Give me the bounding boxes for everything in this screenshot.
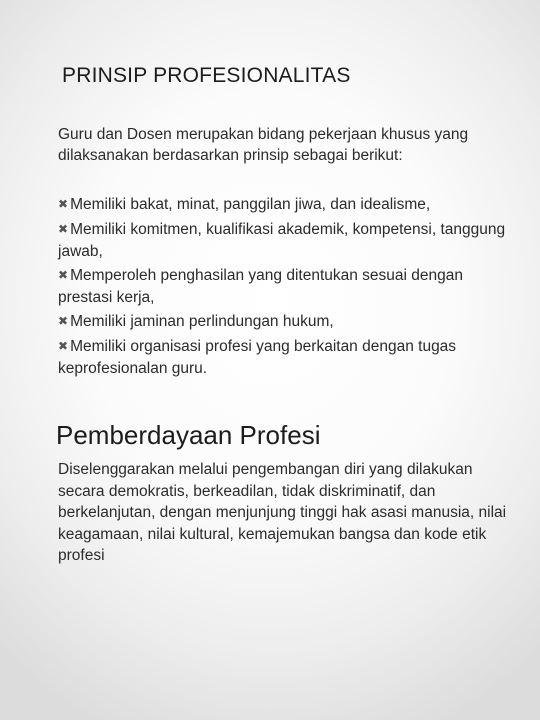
section-heading: Pemberdayaan Profesi — [56, 420, 321, 450]
list-item — [58, 194, 518, 216]
intro-paragraph: Guru dan Dosen merupakan bidang pekerjaan khusus yang dilaksanakan berdasarkan prinsip sebagai berikut: — [58, 126, 469, 164]
x-mark-icon: ✖ — [58, 268, 69, 282]
x-mark-icon: ✖ — [58, 314, 69, 328]
list-item — [58, 336, 518, 379]
principles-list — [58, 194, 518, 382]
x-mark-icon: ✖ — [58, 222, 69, 236]
section-body: Diselenggarakan melalui pengembangan diri yang dilakukan secara demokratis, berkeadilan, tidak diskriminatif, dan berkelanjutan, dengan menjunjung tinggi hak asasi manusia, nilai keagamaan, nilai kultural, kemajemukan bangsa dan kode etik profesi — [58, 461, 507, 564]
list-item-text: Memiliki komitmen, kualifikasi akademik, kompetensi, tanggung jawab, — [58, 221, 506, 260]
list-item — [58, 311, 518, 333]
list-item-text: Memperoleh penghasilan yang ditentukan sesuai dengan prestasi kerja, — [58, 267, 464, 306]
list-item — [58, 219, 518, 262]
list-item — [58, 265, 518, 308]
x-mark-icon: ✖ — [58, 339, 69, 353]
list-item-text: Memiliki bakat, minat, panggilan jiwa, dan idealisme, — [70, 196, 431, 213]
list-item-text: Memiliki jaminan perlindungan hukum, — [70, 313, 334, 330]
x-mark-icon: ✖ — [58, 197, 69, 211]
slide-title: PRINSIP PROFESIONALITAS — [62, 64, 351, 87]
list-item-text: Memiliki organisasi profesi yang berkaitan dengan tugas keprofesionalan guru. — [58, 338, 457, 377]
